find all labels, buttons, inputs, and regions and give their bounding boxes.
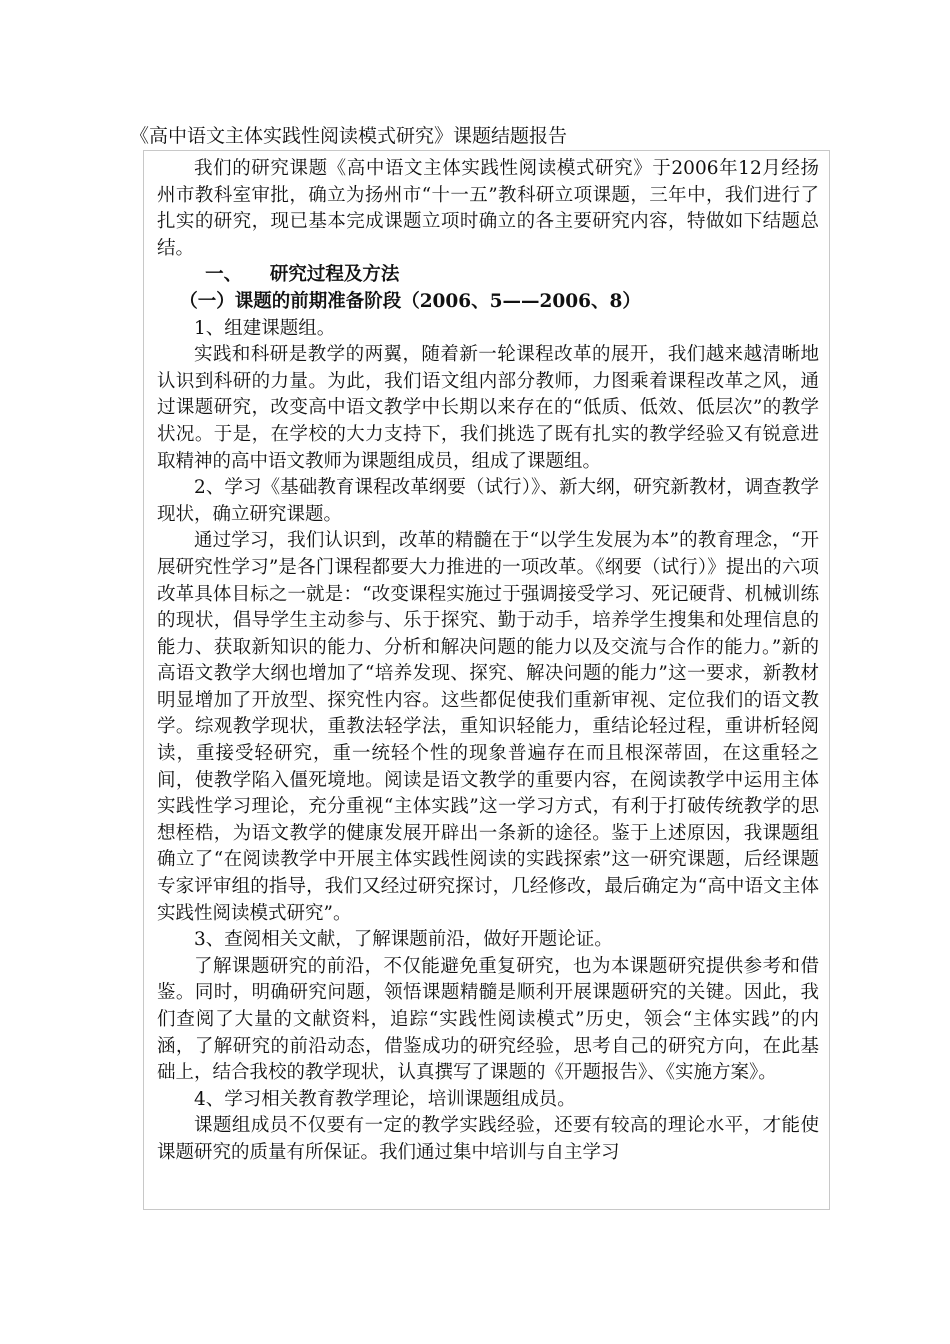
intro-paragraph: 我们的研究课题《高中语文主体实践性阅读模式研究》于2006年12月经扬州市教科室审批，确立为扬州市“十一五”教科研立项课题，三年中，我们进行了扎实的研究，现已基本完成课题立项时确立的各主要研究内容，特做如下结题总结。 [157,158,819,259]
item-1-body: 实践和科研是教学的两翼，随着新一轮课程改革的展开，我们越来越清晰地认识到科研的力量。为此，我们语文组内部分教师，力图乘着课程改革之风，通过课题研究，改变高中语文教学中长期以来存在的“低质、低效、低层次”的教学状况。于是，在学校的大力支持下，我们挑选了既有扎实的教学经验又有锐意进取精神的高中语文教师为课题组成员，组成了课题组。 [157,344,819,472]
item-3-heading: 3、查阅相关文献，了解课题前沿，做好开题论证。 [194,929,613,951]
section-heading-1 [157,262,819,289]
item-4-heading: 4、学习相关教育教学理论，培训课题组成员。 [194,1088,576,1110]
item-2-heading: 2、学习《基础教育课程改革纲要（试行）》、新大纲，研究新教材，调查教学现状，确立研究课题。 [157,477,819,525]
document-title: 《高中语文主体实践性阅读模式研究》课题结题报告 [130,125,568,147]
section-title: 研究过程及方法 [269,264,400,286]
report-body-frame [143,150,830,1210]
item-2-body: 通过学习，我们认识到，改革的精髓在于“以学生发展为本”的教育理念，“开展研究性学习”是各门课程都要大力推进的一项改革。《纲要（试行）》提出的六项改革具体目标之一就是：“改变课程实施过于强调接受学习、死记硬背、机械训练的现状，倡导学生主动参与、乐于探究、勤于动手，培养学生搜集和处理信息的能力、获取新知识的能力、分析和解决问题的能力以及交流与合作的能力。”新的高语文教学大纲也增加了“培养发现、探究、解决问题的能力”这一要求，新教材明显增加了开放型、探究性内容。这些都促使我们重新审视、定位我们的语文教学。综观教学现状，重教法轻学法，重知识轻能力，重结论轻过程，重讲析轻阅读，重接受轻研究，重一统轻个性的现象普遍存在而且根深蒂固，在这重轻之间，使教学陷入僵死境地。阅读是语文教学的重要内容，在阅读教学中运用主体实践性学习理论，充分重视“主体实践”这一学习方式，有利于打破传统教学的思想桎梏，为语文教学的健康发展开辟出一条新的途径。鉴于上述原因，我课题组确立了“在阅读教学中开展主体实践性阅读的实践探索”这一研究课题，后经课题专家评审组的指导，我们又经过研究探讨，几经修改，最后确定为“高中语文主体实践性阅读模式研究”。 [157,530,819,924]
report-content [157,156,819,1167]
section-number: 一、 [205,264,243,286]
item-3-body: 了解课题研究的前沿，不仅能避免重复研究，也为本课题研究提供参考和借鉴。同时，明确研究问题，领悟课题精髓是顺利开展课题研究的关键。因此，我们查阅了大量的文献资料，追踪“实践性阅读模式”历史，领会“主体实践”的内涵，了解研究的前沿动态，借鉴成功的研究经验，思考自己的研究方向，在此基础上，结合我校的教学现状，认真撰写了课题的《开题报告》、《实施方案》。 [157,955,819,1084]
item-4-body: 课题组成员不仅要有一定的教学实践经验，还要有较高的理论水平，才能使课题研究的质量有所保证。我们通过集中培训与自主学习 [157,1115,819,1163]
subsection-heading-1: （一）课题的前期准备阶段（2006、5——2006、8） [179,290,641,312]
item-1-heading: 1、组建课题组。 [194,317,336,339]
